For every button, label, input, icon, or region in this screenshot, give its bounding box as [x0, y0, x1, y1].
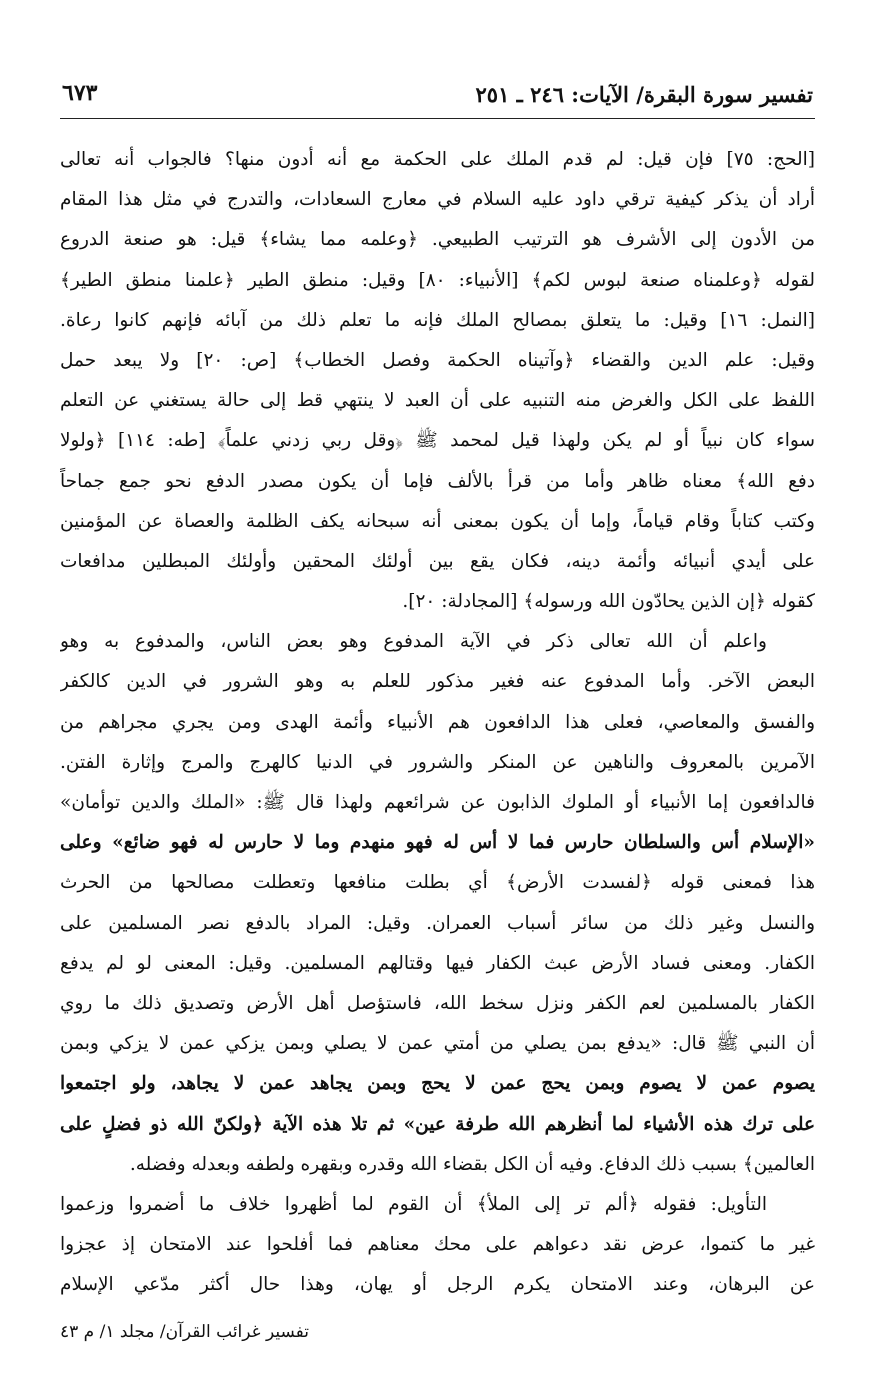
text-line: والنسل وغير ذلك من سائر أسباب العمران. وقيل: المراد بالدفع نصر المسلمين على	[60, 912, 815, 934]
text-line: على ترك هذه الأشياء لما أنظرهم الله طرفة عين» ثم تلا هذه الآية ﴿ولكنّ الله ذو فضلٍ على	[60, 1113, 815, 1135]
page-footer	[60, 1322, 815, 1352]
text-line: دفع الله﴾ معناه ظاهر وأما من قرأ بالألف فإما أن يكون مصدر الدفع نحو جمع جماحاً	[60, 470, 815, 492]
text-line: لقوله ﴿وعلمناه صنعة لبوس لكم﴾ [الأنبياء: ٨٠] وقيل: منطق الطير ﴿علمنا منطق الطير﴾	[60, 269, 815, 291]
text-line: واعلم أن الله تعالى ذكر في الآية المدفوع وهو بعض الناس، والمدفوع به وهو	[60, 631, 767, 653]
paragraph-1	[60, 140, 815, 622]
text-line: كقوله ﴿إن الذين يحادّون الله ورسوله﴾ [المجادلة: ٢٠].	[402, 591, 815, 613]
text-line: أن النبي ﷺ قال: «يدفع بمن يصلي من أمتي عمن لا يصلي وبمن يزكي عمن لا يزكي وبمن	[60, 1033, 815, 1055]
text-line: هذا فمعنى قوله ﴿لفسدت الأرض﴾ أي بطلت منافعها وتعطلت مصالحها من الحرث	[60, 872, 815, 894]
text-line: اللفظ على الكل والغرض منه التنبيه على أن العبد لا ينتهي قط إلى حالة يستغني عن التعلم	[60, 390, 815, 412]
text-line: وكتب كتاباً وقام قياماً، وإما أن يكون بمعنى أنه سبحانه يكف الظلمة والعصاة عن المؤمنين	[60, 510, 815, 532]
text-line: أراد أن يذكر كيفية ترقي داود عليه السلام في معارج السعادات، والتدرج في مثل هذا المقام	[60, 189, 815, 211]
text-line: يصوم عمن لا يصوم وبمن يحج عمن لا يحج وبمن يجاهد عمن لا يجاهد، ولو اجتمعوا	[60, 1073, 815, 1095]
text-line: على أيدي أنبيائه وأئمة دينه، فكان يقع بين أولئك المحقين وأولئك المبطلين مدافعات	[60, 550, 815, 572]
printer-signature: تفسير غرائب القرآن/ مجلد ١/ م ٤٣	[60, 1322, 309, 1342]
text-line: التأويل: فقوله ﴿ألم تر إلى الملأ﴾ أن القوم لما أظهروا خلاف ما أضمروا وزعموا	[60, 1193, 767, 1215]
paragraph-3	[60, 1185, 815, 1306]
text-line: الآمرين بالمعروف والناهين عن المنكر والشرور في الدنيا كالهرج والمرج وإثارة الفتن.	[60, 751, 815, 773]
text-line: فالدافعون إما الأنبياء أو الملوك الذابون عن شرائعهم ولهذا قال ﷺ: «الملك والدين توأمان»	[60, 792, 815, 813]
text-line: العالمين﴾ بسبب ذلك الدفاع. وفيه أن الكل بقضاء الله وقدره وبقهره ولطفه وبعدله وفضله.	[129, 1153, 815, 1175]
text-line: الكفار بالمسلمين لعم الكفر ونزل سخط الله، فاستؤصل أهل الأرض وتصديق ذلك ما روي	[60, 992, 815, 1014]
text-line: سواء كان نبياً أو لم يكن ولهذا قيل لمحمد ﷺ ﴿وقل ربي زدني علماً﴾ [طه: ١١٤] ﴿ولولا	[60, 430, 815, 452]
text-line: من الأدون إلى الأشرف هو الترتيب الطبيعي. ﴿وعلمه مما يشاء﴾ قيل: هو صنعة الدروع	[60, 229, 815, 251]
text-line: غير ما كتموا، عرض نقد دعواهم على محك معناهم فما أفلحوا عند الامتحان إذ عجزوا	[60, 1234, 815, 1256]
text-line: [النمل: ١٦] وقيل: ما يتعلق بمصالح الملك فإنه ما تعلم ذلك من آبائه فإنهم كانوا رعاة.	[60, 309, 815, 331]
text-line: «الإسلام أس والسلطان حارس فما لا أس له فهو منهدم وما لا حارس له فهو ضائع» وعلى	[60, 832, 815, 854]
text-line: عن البرهان، وعند الامتحان يكرم الرجل أو يهان، وهذا حال أكثر مدّعي الإسلام	[60, 1274, 815, 1296]
body-text	[60, 140, 815, 1305]
text-line: البعض الآخر. وأما المدفوع عنه فغير مذكور للعلم به وهو الشرور في الدين كالكفر	[60, 671, 815, 693]
paragraph-2	[60, 622, 815, 1185]
text-line: [الحج: ٧٥] فإن قيل: لم قدم الملك على الحكمة مع أنه أدون منها؟ فالجواب أنه تعالى	[60, 149, 815, 170]
text-line: الكفار. ومعنى فساد الأرض عبث الكفار فيها وقتالهم المسلمين. وقيل: المعنى لو لم يدفع	[60, 952, 815, 974]
page-header	[60, 78, 815, 119]
text-line: والفسق والمعاصي، فعلى هذا الدافعون هم الأنبياء وأئمة الهدى ومن يجري مجراهم من	[60, 711, 815, 733]
page-number: ٦٧٣	[62, 80, 98, 106]
running-title: تفسير سورة البقرة/ الآيات: ٢٤٦ ـ ٢٥١	[475, 82, 813, 107]
text-line: وقيل: علم الدين والقضاء ﴿وآتيناه الحكمة وفصل الخطاب﴾ [ص: ٢٠] ولا يبعد حمل	[60, 349, 815, 371]
